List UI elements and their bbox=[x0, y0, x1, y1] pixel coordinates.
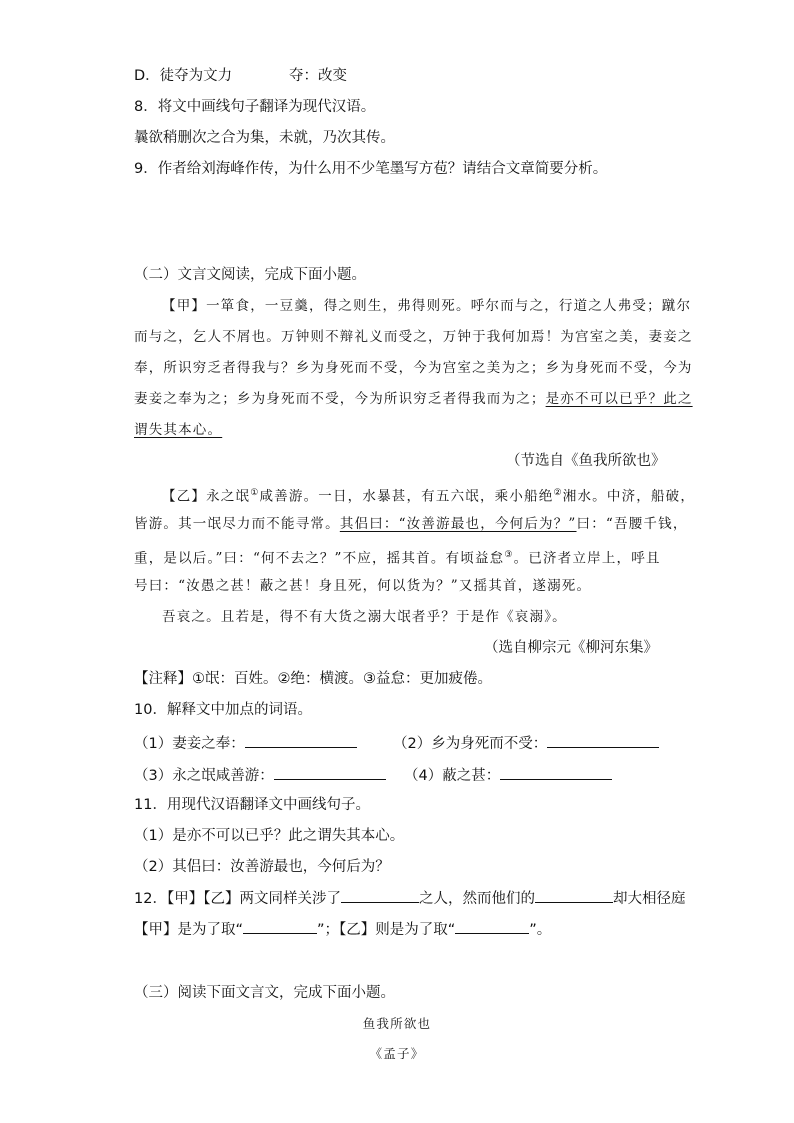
q7-option-d-gloss: 夺：改变 bbox=[289, 68, 347, 84]
q11-item-2: （2）其侣曰：汝善游最也，今何后为？ bbox=[134, 859, 390, 875]
section3-title: 鱼我所欲也 bbox=[362, 1016, 432, 1031]
jia-line-4-text: 妻妾之奉为之；乡为身死而不受，今为所识穷乏者得我而为之； bbox=[134, 391, 546, 407]
q8-prompt: 8．将文中画线句子翻译为现代汉语。 bbox=[134, 99, 376, 115]
jia-line-4 bbox=[134, 389, 693, 409]
jia-line-5 bbox=[134, 420, 222, 440]
q12-part-6: ”。 bbox=[529, 922, 552, 938]
section3-heading: （三）阅读下面文言文，完成下面小题。 bbox=[134, 985, 395, 1001]
q10-item-2 bbox=[393, 733, 659, 754]
q10-prompt: 10．解释文中加点的词语。 bbox=[134, 702, 312, 718]
yi-line-2 bbox=[134, 514, 688, 534]
yi-line-3-a: 重，是以后。”曰：“何不去之？”不应，摇其首。有顷益怠 bbox=[134, 550, 505, 567]
jia-line-3: 奉，所识穷乏者得我与？乡为身死而不受，今为宫室之美为之；乡为身死而不受，今为 bbox=[134, 360, 693, 376]
q12-part-2: 之人，然而他们的 bbox=[418, 891, 535, 907]
jia-underlined-sentence-b: 谓失其本心。 bbox=[134, 422, 223, 438]
q12-line-2 bbox=[134, 919, 551, 940]
q12-blank-4[interactable] bbox=[455, 919, 529, 934]
q10-item-4 bbox=[404, 765, 612, 786]
q10-item-2-label: （2）乡为身死而不受： bbox=[393, 736, 548, 752]
section2-heading: （二）文言文阅读，完成下面小题。 bbox=[134, 267, 366, 283]
yi-source: （选自柳宗元《柳河东集》 bbox=[484, 640, 658, 656]
note-marker-1: ① bbox=[250, 488, 260, 498]
q10-item-1-blank[interactable] bbox=[245, 733, 357, 748]
yi-line-2-b: 曰：“吾腰千钱， bbox=[576, 516, 688, 532]
jia-line-1: 【甲】一箪食，一豆羹，得之则生，弗得则死。呼尔而与之，行道之人弗受；蹴尔 bbox=[162, 298, 692, 314]
q12-blank-3[interactable] bbox=[243, 919, 317, 934]
q10-item-2-blank[interactable] bbox=[547, 733, 659, 748]
notes: 【注释】①氓：百姓。②绝：横渡。③益怠：更加疲倦。 bbox=[134, 671, 492, 687]
section3-author: 《孟子》 bbox=[369, 1046, 425, 1061]
q12-blank-1[interactable] bbox=[341, 888, 419, 903]
yi-line-4: 号曰：“汝愚之甚！蔽之甚！身且死，何以货为？”又摇其首，遂溺死。 bbox=[134, 578, 592, 594]
q10-item-4-label: （4）蔽之甚： bbox=[404, 768, 501, 784]
yi-line-1-a: 【乙】永之氓 bbox=[162, 488, 251, 505]
q11-item-1: （1）是亦不可以已乎？此之谓失其本心。 bbox=[134, 828, 405, 844]
q10-item-3-label: （3）永之氓咸善游： bbox=[134, 768, 274, 784]
jia-source: （节选自《鱼我所欲也》 bbox=[506, 453, 666, 469]
yi-line-3 bbox=[134, 545, 661, 569]
note-marker-3: ③ bbox=[504, 550, 514, 560]
q8-sentence: 曩欲稍删次之合为集，未就，乃次其传。 bbox=[134, 130, 395, 146]
q12-blank-2[interactable] bbox=[535, 888, 613, 903]
yi-line-5: 吾哀之。且若是，得不有大货之溺大氓者乎？于是作《哀溺》。 bbox=[162, 609, 567, 625]
yi-line-1-b: 咸善游。一日，水暴甚，有五六氓，乘小船绝 bbox=[259, 488, 554, 505]
jia-underlined-sentence-a: 是亦不可以已乎？此之 bbox=[545, 391, 693, 407]
q12-part-1: 12．【甲】【乙】两文同样关涉了 bbox=[134, 891, 341, 907]
yi-line-2-a: 皆游。其一氓尽力而不能寻常。 bbox=[134, 516, 340, 532]
q10-item-3-blank[interactable] bbox=[274, 765, 386, 780]
q12-part-4: 【甲】是为了取“ bbox=[134, 922, 244, 938]
q11-prompt: 11．用现代汉语翻译文中画线句子。 bbox=[134, 797, 370, 813]
yi-line-1-c: 湘水。中济，船破， bbox=[562, 488, 696, 505]
jia-line-2: 而与之，乞人不屑也。万钟则不辩礼义而受之，万钟于我何加焉！为宫室之美，妻妾之 bbox=[134, 329, 693, 345]
q12-part-3: 却大相径庭 bbox=[612, 891, 686, 907]
yi-line-1 bbox=[162, 483, 695, 507]
q10-item-4-blank[interactable] bbox=[500, 765, 612, 780]
q10-item-3 bbox=[134, 765, 386, 786]
note-marker-2: ② bbox=[553, 488, 563, 498]
yi-underlined-sentence: 其侣曰：“汝善游最也，今何后为？” bbox=[339, 516, 577, 532]
q10-item-1-label: （1）妻妾之奉： bbox=[134, 736, 245, 752]
q12-part-5: ”；【乙】则是为了取“ bbox=[317, 922, 456, 938]
q7-option-d-label: D．徒夺为文力 bbox=[134, 68, 233, 84]
yi-line-3-b: 。已济者立岸上，呼且 bbox=[513, 550, 661, 567]
q10-item-1 bbox=[134, 733, 357, 754]
q12-line-1 bbox=[134, 888, 685, 909]
q7-option-d bbox=[134, 66, 232, 86]
q9-prompt: 9．作者给刘海峰作传，为什么用不少笔墨写方苞？请结合文章简要分析。 bbox=[134, 161, 608, 177]
